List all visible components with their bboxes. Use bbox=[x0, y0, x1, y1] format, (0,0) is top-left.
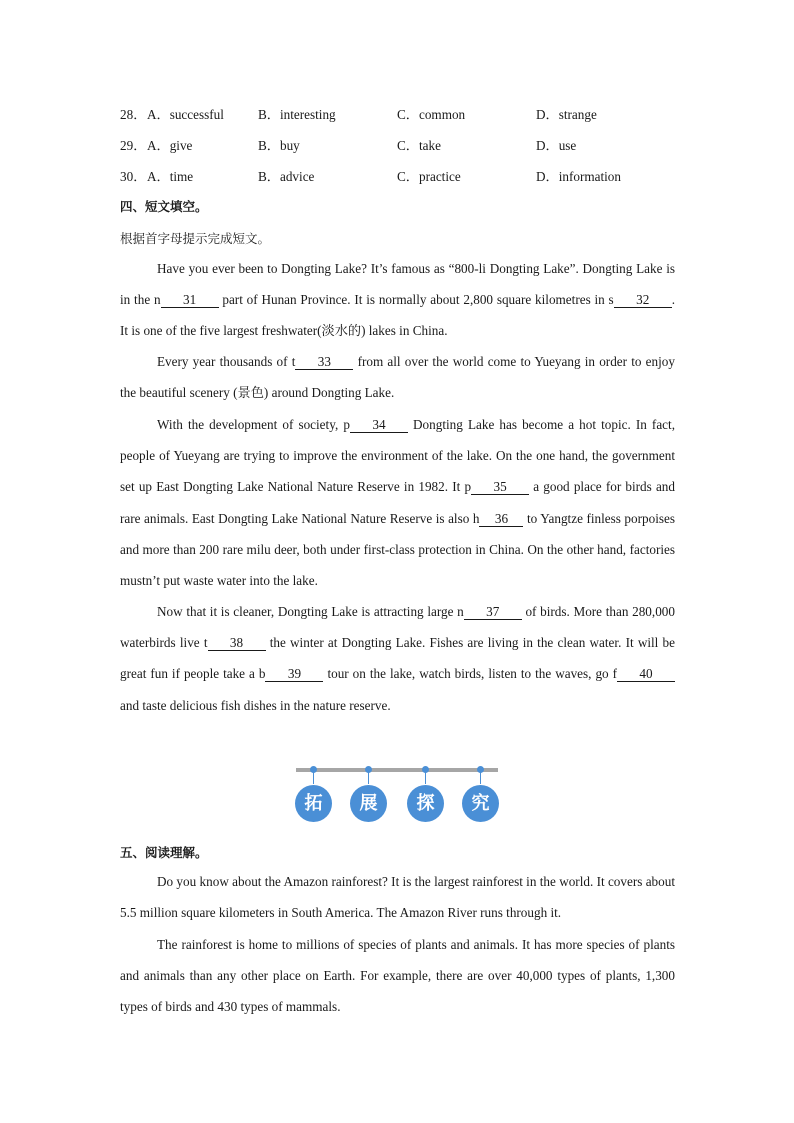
passage-paragraph-4 bbox=[120, 596, 675, 721]
question-number: 29． bbox=[120, 138, 147, 153]
banner-stem bbox=[368, 772, 369, 784]
option-c: C．take bbox=[397, 138, 441, 153]
banner-char-circle: 展 bbox=[350, 785, 387, 822]
option-c: C．practice bbox=[397, 169, 461, 184]
section-5-heading: 五、阅读理解。 bbox=[120, 845, 208, 860]
banner-stem bbox=[313, 772, 314, 784]
paragraph-text: to Yangtze finless porpoises and more than 200 rare milu deer, both under first-class protection in China. On the other hand, factories mustn’t put waste water into the lake. bbox=[120, 510, 675, 589]
passage-paragraph-2 bbox=[120, 346, 675, 408]
option-a: A．time bbox=[147, 169, 194, 184]
option-a: A．give bbox=[147, 138, 193, 153]
paragraph-text: Every year thousands of t bbox=[157, 354, 296, 369]
blank-38[interactable]: 38 bbox=[208, 636, 266, 651]
paragraph-text: and taste delicious fish dishes in the nature reserve. bbox=[120, 697, 391, 713]
paragraph-text: the winter at Dongting Lake. Fishes are living in the clean water. It will be great fun if people take a b bbox=[120, 635, 675, 682]
reading-paragraph-2: The rainforest is home to millions of species of plants and animals. It has more species of plants and animals than any other place on Earth. For example, there are over 40,000 types of plants, 1,300 types of birds and 430 types of mammals. bbox=[120, 937, 675, 1015]
blank-40[interactable]: 40 bbox=[617, 667, 675, 682]
extension-exploration-banner bbox=[296, 760, 498, 824]
paragraph-text: Dongting Lake has become a hot topic. In fact, people of Yueyang are trying to improve the environment of the lake. On the one hand, the government set up East Dongting Lake National Nature Reserve in 1982. It p bbox=[120, 417, 675, 495]
banner-char-circle: 究 bbox=[462, 785, 499, 822]
option-b: B．buy bbox=[258, 138, 300, 153]
question-number: 30． bbox=[120, 169, 147, 184]
blank-39[interactable]: 39 bbox=[265, 667, 323, 682]
paragraph-text: Have you ever been to Dongting Lake? It’s famous as “800-li Dongting Lake”. Dongting Lake is in the n bbox=[120, 261, 675, 308]
banner-bar bbox=[296, 768, 498, 772]
question-number: 28． bbox=[120, 107, 147, 122]
section-4-heading: 四、短文填空。 bbox=[120, 199, 208, 214]
blank-36[interactable]: 36 bbox=[479, 512, 523, 527]
option-d: D．information bbox=[536, 169, 621, 184]
option-a: A．successful bbox=[147, 107, 224, 122]
paragraph-text: tour on the lake, watch birds, listen to the waves, go f bbox=[323, 666, 618, 682]
passage-paragraph-1 bbox=[120, 253, 675, 347]
banner-stem bbox=[425, 772, 426, 784]
paragraph-text: from all over the world come to Yueyang in order to enjoy the beautiful scenery (景色) around Dongting Lake. bbox=[120, 354, 675, 401]
blank-31[interactable]: 31 bbox=[161, 293, 219, 308]
blank-37[interactable]: 37 bbox=[464, 605, 522, 620]
banner-stem bbox=[480, 772, 481, 784]
option-d: D．use bbox=[536, 138, 577, 153]
blank-33[interactable]: 33 bbox=[295, 355, 353, 370]
paragraph-text: a good place for birds and rare animals. East Dongting Lake National Nature Reserve is also h bbox=[120, 479, 675, 526]
paragraph-text: Now that it is cleaner, Dongting Lake is attracting large n bbox=[157, 604, 464, 619]
blank-32[interactable]: 32 bbox=[614, 293, 672, 308]
option-d: D．strange bbox=[536, 107, 597, 122]
blank-35[interactable]: 35 bbox=[471, 480, 529, 495]
option-b: B．advice bbox=[258, 169, 315, 184]
reading-paragraph-1: Do you know about the Amazon rainforest? It is the largest rainforest in the world. It covers about 5.5 million square kilometers in South America. The Amazon River runs through it. bbox=[120, 874, 675, 921]
option-c: C．common bbox=[397, 107, 466, 122]
paragraph-text: With the development of society, p bbox=[157, 417, 350, 432]
paragraph-text: of birds. More than 280,000 waterbirds live t bbox=[120, 604, 675, 651]
passage-paragraph-3 bbox=[120, 409, 675, 596]
blank-34[interactable]: 34 bbox=[350, 418, 408, 433]
banner-char-circle: 拓 bbox=[295, 785, 332, 822]
paragraph-text: part of Hunan Province. It is normally about 2,800 square kilometres in s bbox=[218, 292, 614, 308]
section-4-instruction: 根据首字母提示完成短文。 bbox=[120, 231, 271, 246]
banner-char-circle: 探 bbox=[407, 785, 444, 822]
option-b: B．interesting bbox=[258, 107, 336, 122]
paragraph-text: . It is one of the five largest freshwater(淡水的) lakes in China. bbox=[120, 292, 675, 339]
